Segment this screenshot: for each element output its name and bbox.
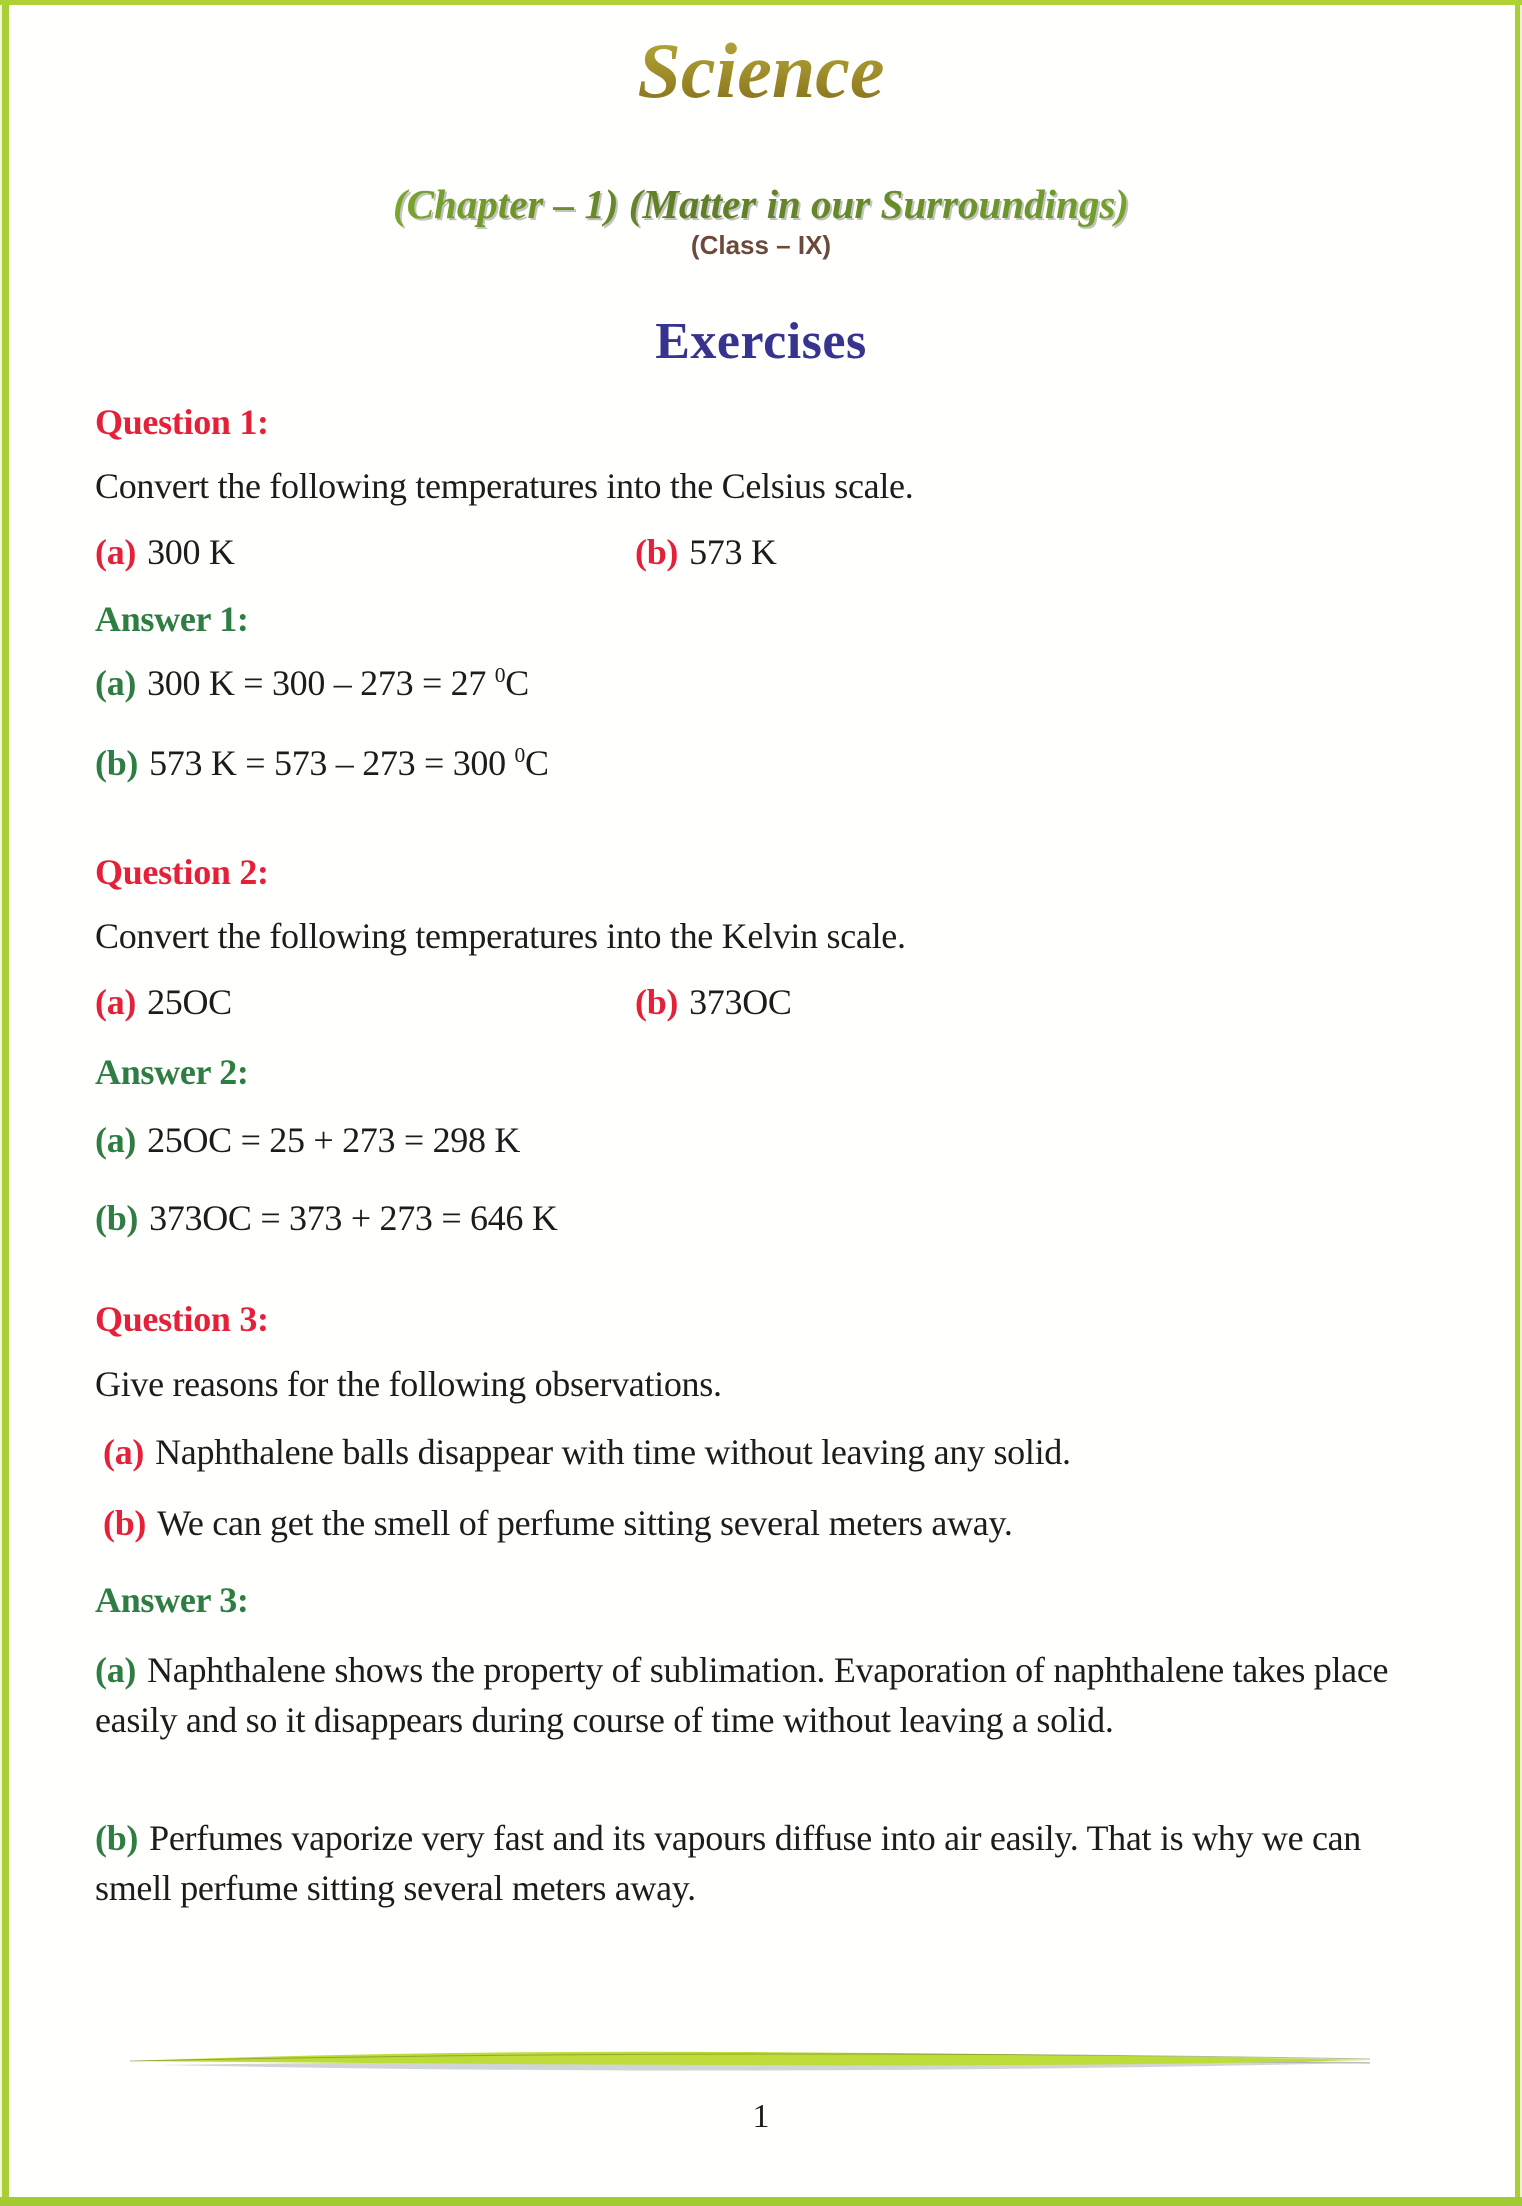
question-3-observation-a bbox=[103, 1430, 1453, 1475]
option-a-label: (a) bbox=[103, 1432, 145, 1472]
page-border-left bbox=[0, 0, 9, 2206]
option-row-cell bbox=[95, 530, 635, 575]
question-1-options bbox=[95, 530, 1445, 575]
answer-b-value: 573 K = 573 – 273 = 300 bbox=[149, 743, 515, 783]
answer-3-label: Answer 3: bbox=[95, 1580, 249, 1620]
question-1-text: Convert the following temperatures into the Celsius scale. bbox=[95, 466, 914, 506]
answer-3b-paragraph bbox=[95, 1813, 1445, 1914]
answer-a-label: (a) bbox=[95, 1120, 137, 1160]
option-row-cell bbox=[95, 980, 635, 1025]
answer-b-label: (b) bbox=[95, 1198, 139, 1238]
answer-a-unit: C bbox=[505, 663, 530, 703]
exercises-heading: Exercises bbox=[655, 313, 867, 370]
page-number: 1 bbox=[752, 2098, 770, 2135]
document-title: Science bbox=[0, 32, 1522, 110]
option-b-value: 573 K bbox=[689, 532, 777, 572]
option-a-value: Naphthalene balls disappear with time without leaving any solid. bbox=[155, 1432, 1071, 1472]
answer-a-value: 300 K = 300 – 273 = 27 bbox=[147, 663, 495, 703]
answer-1-label: Answer 1: bbox=[95, 599, 249, 639]
answer-b-label: (b) bbox=[95, 1818, 139, 1858]
question-2-options bbox=[95, 980, 1445, 1025]
option-a-label: (a) bbox=[95, 982, 137, 1022]
answer-2-label: Answer 2: bbox=[95, 1052, 249, 1092]
answer-a-label: (a) bbox=[95, 663, 137, 703]
option-a-label: (a) bbox=[95, 532, 137, 572]
answer-2b-line bbox=[95, 1196, 1445, 1241]
superscript-zero: 0 bbox=[494, 663, 506, 687]
page-border-right bbox=[1515, 0, 1522, 2206]
question-3-text: Give reasons for the following observations. bbox=[95, 1364, 722, 1404]
decorative-divider bbox=[130, 2046, 1370, 2078]
page-border-top bbox=[0, 0, 1522, 5]
answer-b-label: (b) bbox=[95, 743, 139, 783]
question-2-text: Convert the following temperatures into the Kelvin scale. bbox=[95, 916, 906, 956]
option-a-value: 300 K bbox=[147, 532, 235, 572]
option-row-cell bbox=[635, 532, 777, 572]
answer-b-value: 373OC = 373 + 273 = 646 K bbox=[149, 1198, 558, 1238]
answer-1b-line bbox=[95, 741, 1445, 786]
option-row-cell bbox=[635, 982, 792, 1022]
answer-a-text: Naphthalene shows the property of sublimation. Evaporation of naphthalene takes place easily and so it disappears during course of time without leaving a solid. bbox=[95, 1650, 1389, 1741]
option-b-label: (b) bbox=[635, 982, 679, 1022]
option-b-value: We can get the smell of perfume sitting several meters away. bbox=[157, 1503, 1013, 1543]
option-b-value: 373OC bbox=[689, 982, 792, 1022]
question-3-label: Question 3: bbox=[95, 1299, 269, 1339]
question-3-observation-b bbox=[103, 1501, 1453, 1546]
option-b-label: (b) bbox=[103, 1503, 147, 1543]
answer-b-unit: C bbox=[525, 743, 549, 783]
answer-2a-line bbox=[95, 1118, 1445, 1163]
answer-a-label: (a) bbox=[95, 1650, 137, 1690]
class-subtitle: (Class – IX) bbox=[690, 230, 832, 260]
answer-3a-paragraph bbox=[95, 1645, 1445, 1746]
chapter-subtitle: (Chapter – 1) (Matter in our Surroundings) bbox=[0, 182, 1522, 227]
page-border-bottom bbox=[0, 2197, 1522, 2206]
superscript-zero: 0 bbox=[514, 743, 526, 767]
answer-a-value: 25OC = 25 + 273 = 298 K bbox=[147, 1120, 521, 1160]
answer-1a-line bbox=[95, 661, 1445, 706]
option-a-value: 25OC bbox=[147, 982, 232, 1022]
answer-b-text: Perfumes vaporize very fast and its vapours diffuse into air easily. That is why we can smell perfume sitting several meters away. bbox=[95, 1818, 1362, 1909]
question-1-label: Question 1: bbox=[95, 402, 269, 442]
question-2-label: Question 2: bbox=[95, 852, 269, 892]
option-b-label: (b) bbox=[635, 532, 679, 572]
